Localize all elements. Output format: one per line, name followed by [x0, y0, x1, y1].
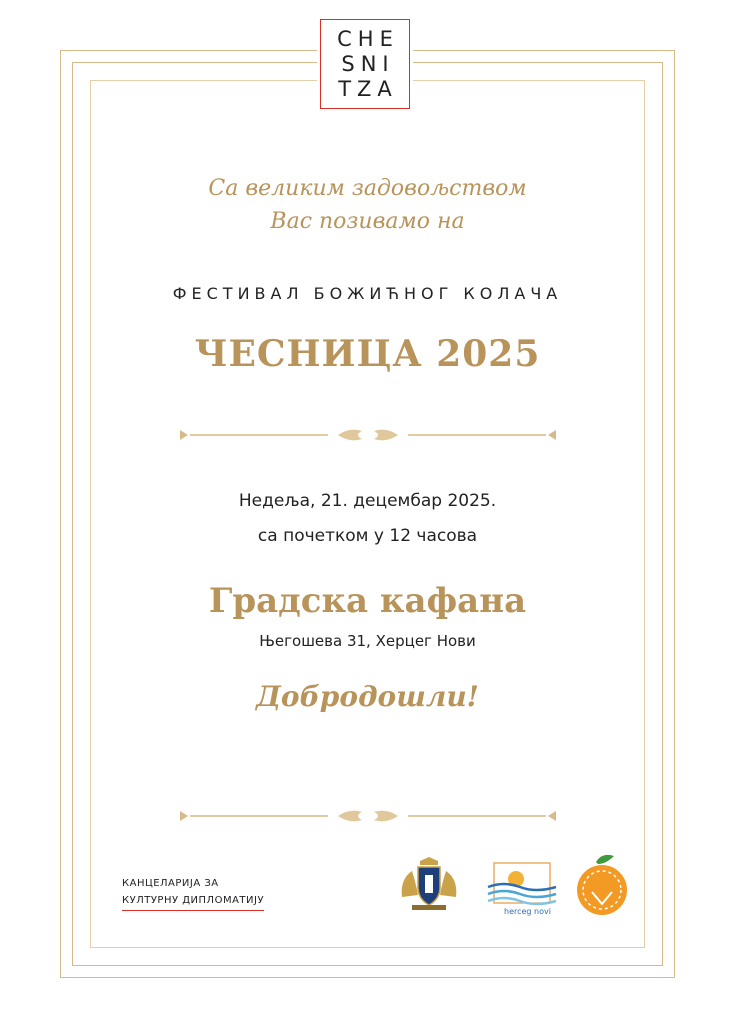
coat-of-arms-icon — [398, 857, 460, 913]
intro-line-2: Вас позивамо на — [270, 209, 465, 234]
ornament-divider-bottom — [178, 806, 558, 826]
chesnitza-logo — [317, 16, 413, 112]
herceg-novi-logo-icon — [484, 861, 560, 917]
office-line-1: КАНЦЕЛАРИЈА ЗА — [122, 878, 219, 889]
festival-name: ФЕСТИВАЛ БОЖИЋНОГ КОЛАЧА — [172, 284, 563, 303]
time-line: са почетком у 12 часова — [257, 526, 478, 546]
logo-line-1: CHE — [337, 26, 399, 51]
venue-address: Његошева 31, Херцег Нови — [259, 632, 476, 650]
event-title: ЧЕСНИЦА 2025 — [194, 333, 541, 375]
culture-office-label — [122, 876, 264, 911]
logo-line-3: TZA — [338, 76, 398, 101]
herceg-novi-text: herceg novi — [504, 907, 551, 916]
intro-line-1: Са великим задовољством — [208, 176, 527, 201]
logo-line-2: SNI — [341, 51, 395, 76]
ornament-divider-top — [178, 425, 558, 445]
intro-text — [0, 172, 735, 238]
date-line: Недеља, 21. децембар 2025. — [238, 491, 497, 511]
office-line-2: КУЛТУРНУ ДИПЛОМАТИЈУ — [122, 893, 264, 911]
venue-name: Градска кафана — [208, 581, 527, 621]
orange-fruit-logo-icon — [572, 852, 632, 916]
event-datetime — [0, 484, 735, 554]
welcome-text: Добродошли! — [256, 680, 479, 713]
